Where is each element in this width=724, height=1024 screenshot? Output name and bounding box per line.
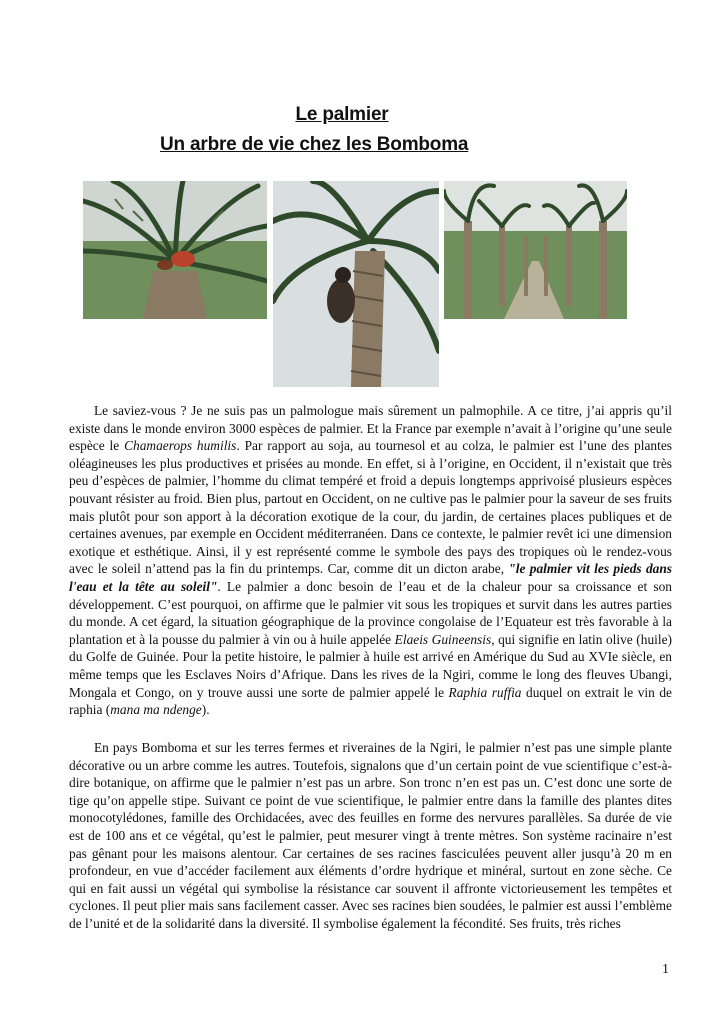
elaeis-name: Elaeis Guineensis [394,631,492,647]
document-title: Le palmier [295,104,389,125]
para1-segment-3: . Le palmier a donc besoin de l’eau et de la chaleur pour sa croissance et son développement. C’est pourquoi, on affirme que le palmier vit sous les tropiques et survit dans les autres parties du monde. A cet égard, la situation géographique de la province congolaise de l’Equateur est très favorable à la plantation et à la pousse du palmier à vin ou à huile appelée [69,578,672,647]
para1-segment-1: Le saviez-vous ? Je ne suis pas un palmologue mais sûrement un palmophile. A ce titre, j’ai appris qu’il existe dans le monde environ 3000 espèces de palmier. Et la France par exemple n’avait à l’origine qu’une seule espèce le [69,403,672,454]
mana-ma-ndenge: mana ma ndenge [110,702,202,718]
palm-climber-photo [273,181,439,387]
palm-plantation-photo [444,181,627,319]
para1-segment-5: duquel on extrait le vin de raphia ( [69,684,672,718]
document-subtitle: Un arbre de vie chez les Bomboma [160,134,469,155]
para1-segment-4: , qui signifie en latin olive (huile) du Golfe de Guinée. Pour la petite histoire, le palmier à huile est arrivé en Amérique du Sud au XVIe siècle, en même temps que les Esclaves Noirs d’Afrique. Dans les rives de la Ngiri, comme le long des fleuves Ubangi, Mongala et Congo, on y trouve aussi une sorte de palmier appelé le [69,631,672,700]
para1-segment-2: . Par rapport au soja, au tournesol et au colza, le palmier est l’une des plantes oléagineuses les plus productives et prisées au monde. En effet, si à l’origine, en Occident, il n’existait que très peu d’espèces de palmier, l’homme du climat tempéré et froid a depuis longtemps apprivoisé plusieurs espèces pouvant résister au froid. Bien plus, partout en Occident, on ne cultive pas le palmier pour la saveur de ses fruits mais plutôt pour son apport à la décoration exotique de la cour, du jardin, de certaines places publiques et de certaines avenues, par exemple en Occident méditerranéen. Dans ce contexte, le palmier revêt ici une dimension exotique et esthétique. Ainsi, il y est représenté comme le symbole des pays des tropiques où le rendez-vous avec le soleil n’attend pas la fin du printemps. Car, comme dit un dicton arabe, [69,438,672,577]
palm-crown-photo [83,181,267,319]
page-number: 1 [662,962,669,977]
para1-segment-6: ). [201,702,210,718]
raphia-name: Raphia ruffia [448,684,522,700]
paragraph-2 [69,739,672,933]
arab-proverb-quote: "le palmier vit les pieds dans l'eau et la tête au soleil" [69,561,673,594]
chamaerops-name: Chamaerops humilis [124,438,237,454]
para2-text: En pays Bomboma et sur les terres fermes et riveraines de la Ngiri, le palmier n’est pas une simple plante décorative ou un arbre comme les autres. Toutefois, signalons que d’un certain point de vue scientifique c’est-à-dire botanique, on affirme que le palmier n’est pas un arbre. Son tronc n’en est pas un. C’est donc une sorte de tige qu’on appelle stipe. Suivant ce point de vue scientifique, le palmier entre dans la famille des plantes dites monocotylédones, famille des Orchidacées, avec des feuilles en forme des nervures parallèles. Sa durée de vie est de 100 ans et ce végétal, qu’est le palmier, peut mesurer vingt à trente mètres. Son système racinaire n’est pas gênant pour les maisons alentour. Car certaines de ses racines fasciculées peuvent aller jusqu’à 20 m en profondeur, en vue d’accéder facilement aux éléments d’ordre hydrique et minéral, surtout en zone sèche. Ce qui en fait aussi un végétal qui symbolise la résistance car souvent il affronte victorieusement les tempêtes et cyclones. Il peut plier mais sans facilement casser. Avec ses racines bien soudées, le palmier est aussi l’emblème de l’unité et de la solidarité dans la diversité. Il symbolise également la fécondité. Ses fruits, très riches [69,740,672,931]
paragraph-1 [69,402,672,719]
